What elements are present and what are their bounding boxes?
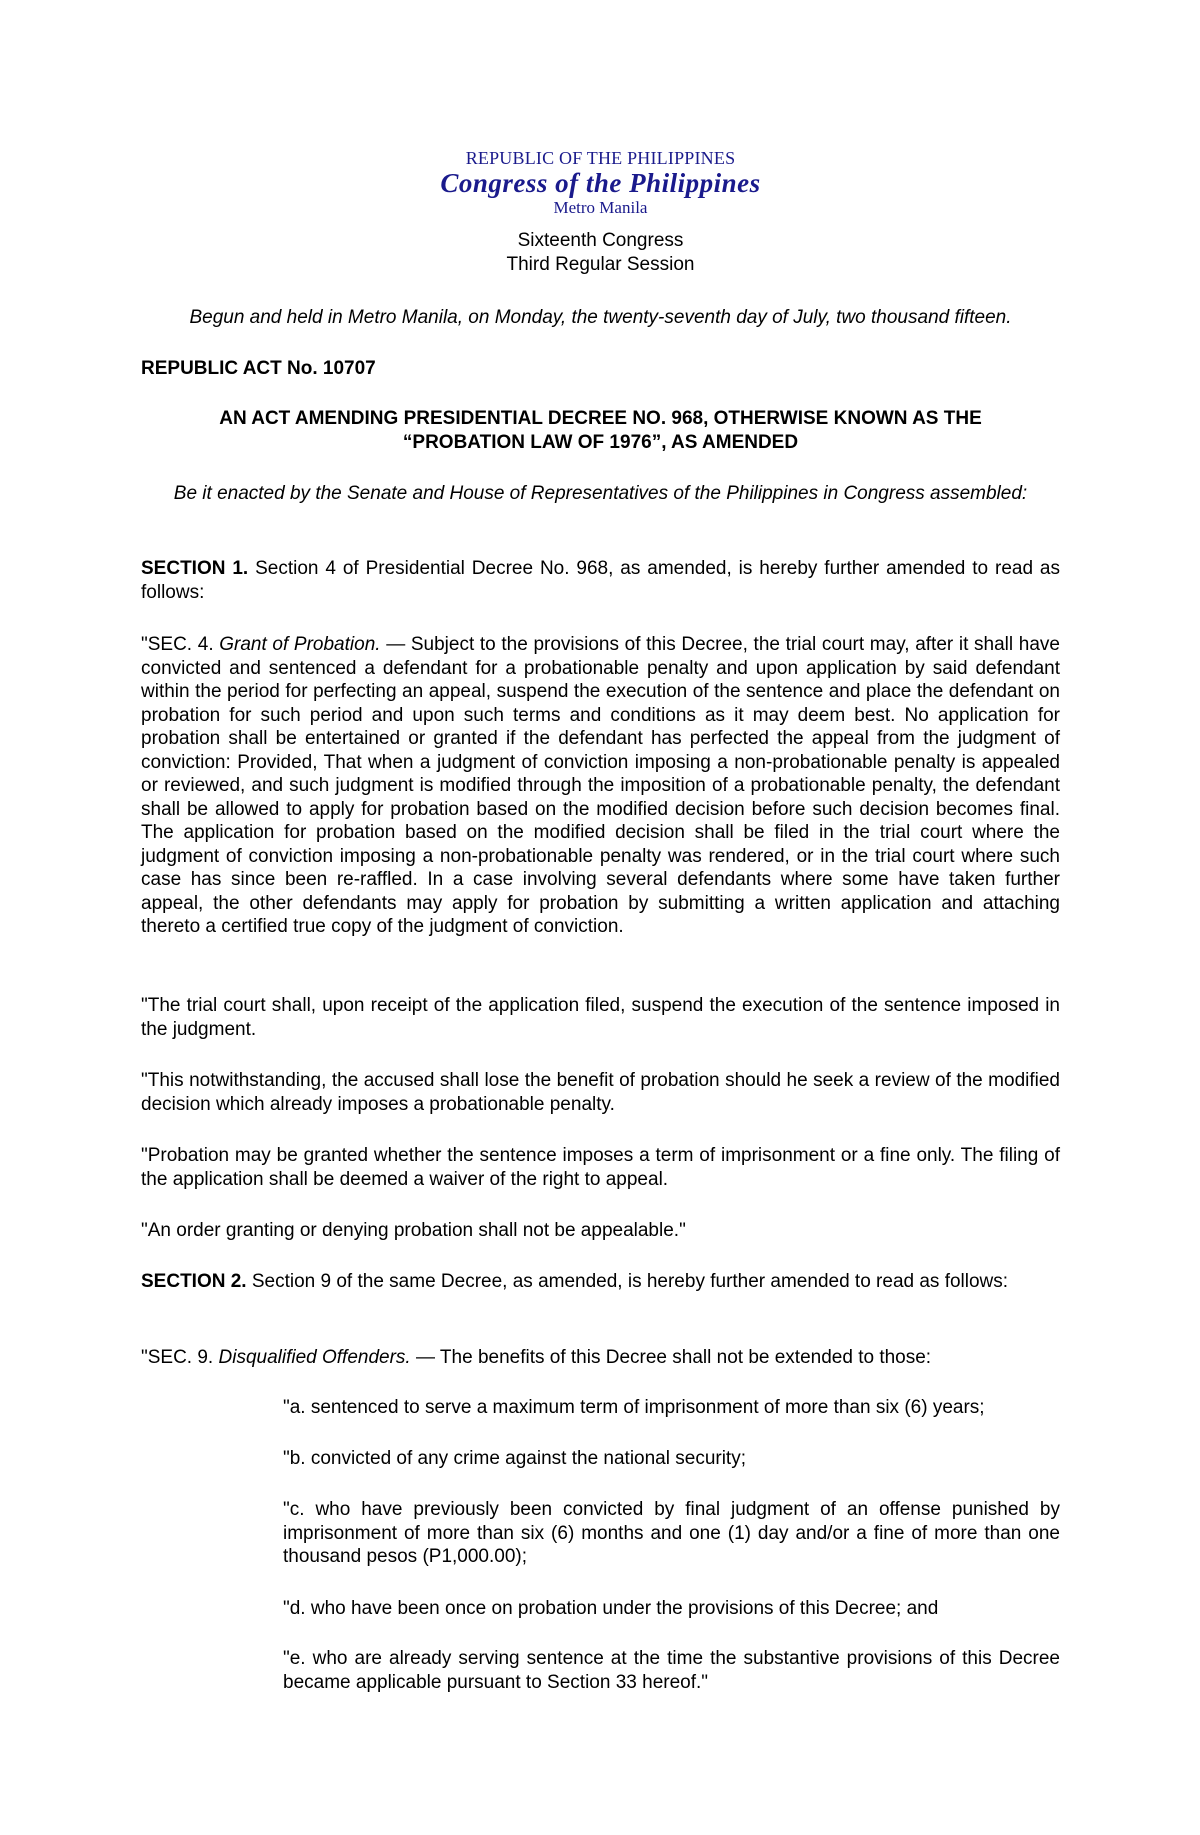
section-1-text: Section 4 of Presidential Decree No. 968, as amended, is hereby further amended to read as follows: bbox=[141, 558, 1060, 603]
session-info bbox=[141, 229, 1060, 276]
section-2-text: Section 9 of the same Decree, as amended, is hereby further amended to read as follows: bbox=[246, 1271, 1009, 1292]
enacting-clause: Be it enacted by the Senate and House of Representatives of the Philippines in Congress assembled: bbox=[173, 483, 1028, 504]
notwithstanding-paragraph: "This notwithstanding, the accused shall lose the benefit of probation should he seek a review of the modified decision which already imposes a probationable penalty. bbox=[141, 1070, 1060, 1115]
probation-granted-paragraph: "Probation may be granted whether the sentence imposes a term of imprisonment or a fine only. The filing of the application shall be deemed a waiver of the right to appeal. bbox=[141, 1145, 1060, 1190]
act-number: REPUBLIC ACT No. 10707 bbox=[141, 358, 376, 379]
act-title-line-1: AN ACT AMENDING PRESIDENTIAL DECREE NO. 968, OTHERWISE KNOWN AS THE bbox=[219, 408, 982, 429]
session-name: Third Regular Session bbox=[506, 253, 695, 275]
sec-4-paragraph bbox=[141, 633, 1060, 939]
congress-heading: Congress of the Philippines bbox=[440, 168, 761, 198]
location-heading: Metro Manila bbox=[553, 198, 648, 217]
sec-4-title: Grant of Probation. bbox=[219, 634, 381, 655]
list-item: "b. convicted of any crime against the national security; bbox=[283, 1448, 746, 1469]
masthead bbox=[141, 148, 1060, 218]
republic-heading: REPUBLIC OF THE PHILIPPINES bbox=[465, 148, 736, 168]
begun-line: Begun and held in Metro Manila, on Monday, the twenty-seventh day of July, two thousand fifteen. bbox=[189, 307, 1012, 328]
list-item: "a. sentenced to serve a maximum term of imprisonment of more than six (6) years; bbox=[283, 1397, 985, 1418]
sec-9-title: Disqualified Offenders. bbox=[218, 1347, 411, 1368]
sec-9-text: — The benefits of this Decree shall not be extended to those: bbox=[410, 1347, 932, 1368]
sec-4-prefix: "SEC. 4. bbox=[141, 634, 220, 655]
list-item: "c. who have previously been convicted by final judgment of an offense punished by imprisonment of more than six (6) months and one (1) day and/or a fine of more than one thousand pesos (P1,000.00); bbox=[283, 1499, 1060, 1567]
sec-4-text: — Subject to the provisions of this Decree, the trial court may, after it shall have convicted and sentenced a defendant for a probationable penalty and upon application by said defendant within the period for perfecting an appeal, suspend the execution of the sentence and place the defendant on probation for such period and upon such terms and conditions as it may deem best. No application for probation shall be entertained or granted if the defendant has perfected the appeal from the judgment of conviction: Provided, That when a judgment of conviction imposing a non-probationable penalty is appealed or reviewed, and such judgment is modified through the imposition of a probationable penalty, the defendant shall be allowed to apply for probation based on the modified decision before such decision becomes final. The application for probation based on the modified decision shall be filed in the trial court where the judgment of conviction imposing a non-probationable penalty was rendered, or in the trial court where such case has since been re-raffled. In a case involving several defendants where some have taken further appeal, the other defendants may apply for probation by submitting a written application and attaching thereto a certified true copy of the judgment of conviction. bbox=[141, 634, 1060, 937]
section-2-heading: SECTION 2. bbox=[141, 1271, 247, 1292]
act-title bbox=[141, 407, 1060, 454]
section-2 bbox=[141, 1270, 1060, 1294]
sec-9-prefix: "SEC. 9. bbox=[141, 1347, 219, 1368]
section-1-heading: SECTION 1. bbox=[141, 558, 249, 579]
order-paragraph: "An order granting or denying probation shall not be appealable." bbox=[141, 1220, 686, 1241]
congress-number: Sixteenth Congress bbox=[517, 230, 684, 251]
trial-court-paragraph: "The trial court shall, upon receipt of the application filed, suspend the execution of the sentence imposed in the judgment. bbox=[141, 995, 1060, 1040]
sec-9-paragraph bbox=[141, 1346, 1060, 1370]
section-1 bbox=[141, 557, 1060, 604]
list-item: "d. who have been once on probation under the provisions of this Decree; and bbox=[283, 1598, 939, 1619]
act-title-line-2: “PROBATION LAW OF 1976”, AS AMENDED bbox=[402, 431, 799, 453]
list-item: "e. who are already serving sentence at the time the substantive provisions of this Decree became applicable pursuant to Section 33 hereof." bbox=[283, 1648, 1060, 1693]
